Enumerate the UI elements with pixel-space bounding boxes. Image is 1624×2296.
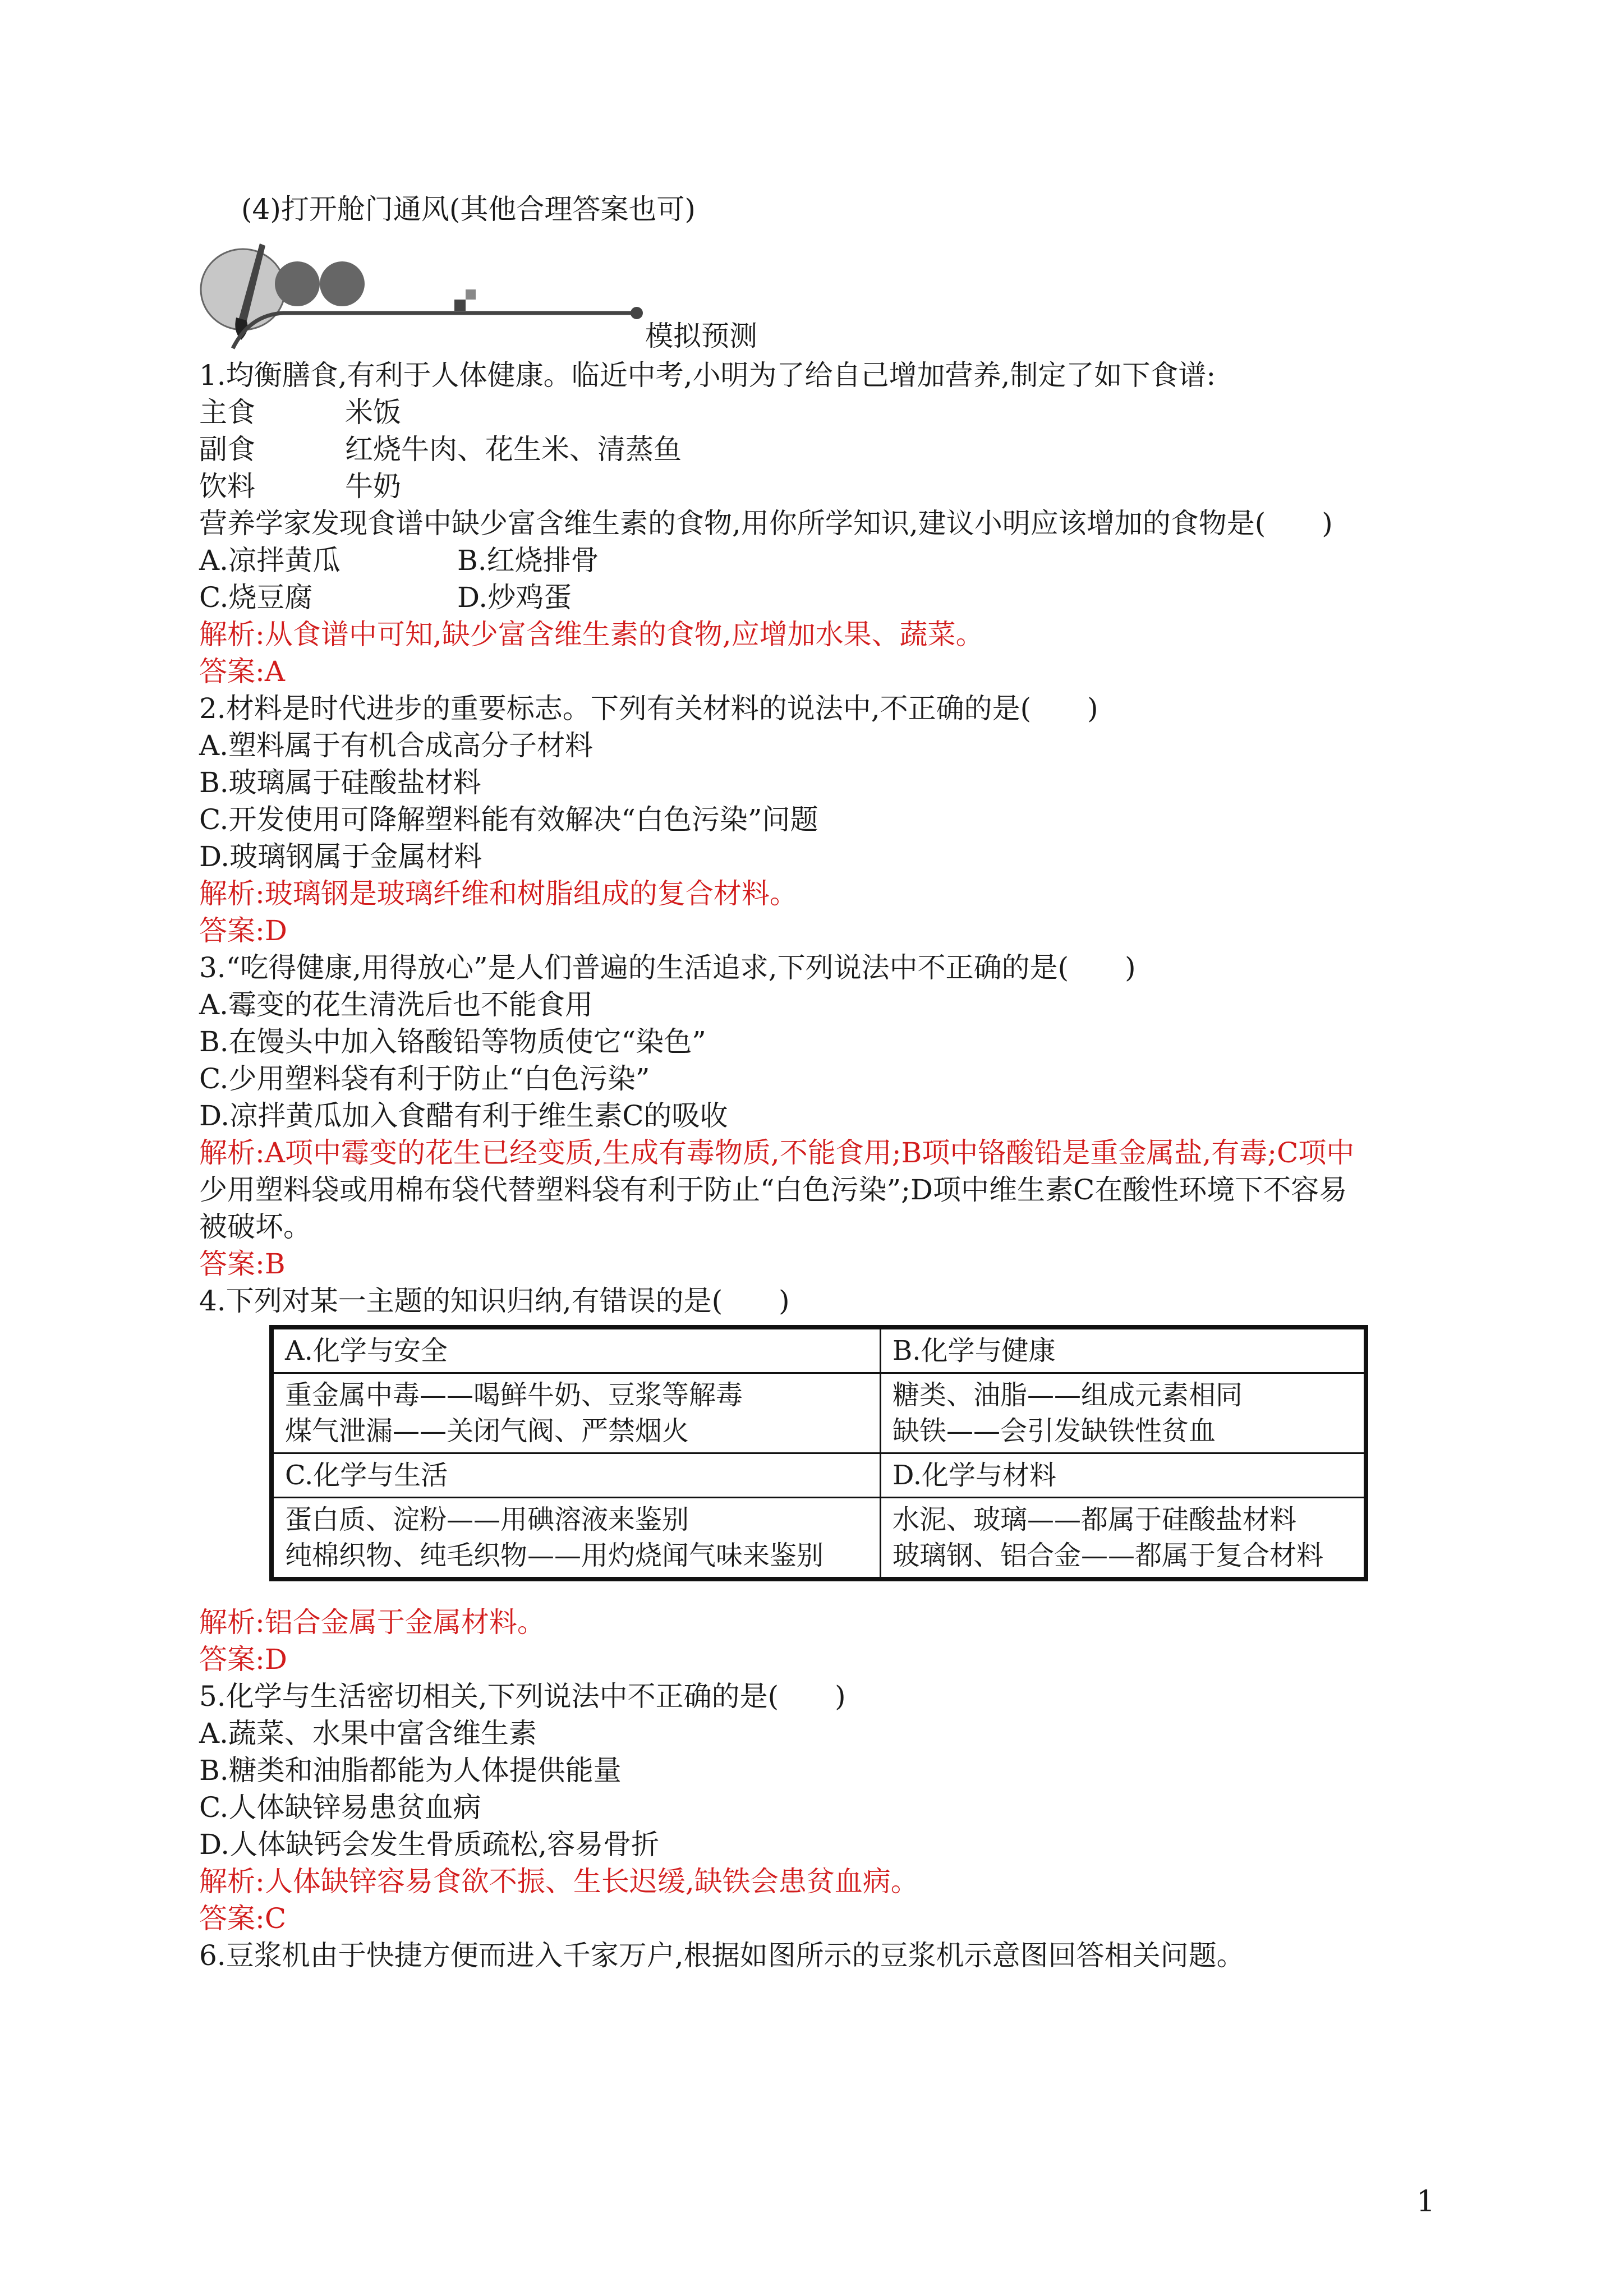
table-row [272,1453,1366,1498]
q5-analysis: 解析:人体缺锌容易食欲不振、生长迟缓,缺铁会患贫血病。 [199,1865,919,1898]
table-cell-b-head: B.化学与健康 [881,1327,1367,1373]
q2-option: B.玻璃属于硅酸盐材料 [199,766,481,799]
menu-row: 主食 米饭 [199,396,401,429]
q1-options-row: C.烧豆腐 D.炒鸡蛋 [199,581,572,614]
q1-stem: 1.均衡膳食,有利于人体健康。临近中考,小明为了给自己增加营养,制定了如下食谱: [199,359,1216,392]
q4-answer: 答案:D [199,1643,287,1676]
question-4 [199,1282,1433,1678]
q1-analysis: 解析:从食谱中可知,缺少富含维生素的食物,应增加水果、蔬菜。 [199,618,984,651]
table-row [272,1373,1366,1453]
q3-option: C.少用塑料袋有利于防止“白色污染” [199,1062,650,1095]
document-body [199,191,1433,1974]
q2-option: D.玻璃钢属于金属材料 [199,840,482,873]
table-cell-b-body: 糖类、油脂——组成元素相同 缺铁——会引发缺铁性贫血 [881,1373,1367,1453]
small-square-icon-2 [466,289,476,300]
table-cell-c-body: 蛋白质、淀粉——用碘溶液来鉴别 纯棉织物、纯毛织物——用灼烧闻气味来鉴别 [272,1498,881,1580]
table-cell-d-head: D.化学与材料 [881,1453,1367,1498]
small-square-icon [454,300,466,311]
q1-answer: 答案:A [199,655,285,688]
q3-stem: 3.“吃得健康,用得放心”是人们普遍的生活追求,下列说法中不正确的是( ) [199,951,1136,984]
q3-option: A.霉变的花生清洗后也不能食用 [199,988,594,1021]
question-3 [199,949,1433,1282]
table-cell-d-body: 水泥、玻璃——都属于硅酸盐材料 玻璃钢、铝合金——都属于复合材料 [881,1498,1367,1580]
q4-stem: 4.下列对某一主题的知识归纳,有错误的是( ) [199,1285,790,1317]
q3-option: D.凉拌黄瓜加入食醋有利于维生素C的吸收 [199,1099,728,1132]
menu-row: 副食 红烧牛肉、花生米、清蒸鱼 [199,433,682,466]
q3-analysis-line: 少用塑料袋或用棉布袋代替塑料袋有利于防止“白色污染”;D项中维生素C在酸性环境下不容易 [199,1174,1347,1206]
q2-answer: 答案:D [199,914,287,947]
table-cell-a-body: 重金属中毒——喝鲜牛奶、豆浆等解毒 煤气泄漏——关闭气阀、严禁烟火 [272,1373,881,1453]
divider-line [233,313,631,348]
q5-option: C.人体缺锌易患贫血病 [199,1791,481,1824]
intro-line: (4)打开舱门通风(其他合理答案也可) [241,193,696,226]
menu-row: 饮料 牛奶 [199,470,401,503]
q3-analysis-line: 解析:A项中霉变的花生已经变质,生成有毒物质,不能食用;B项中铬酸铅是重金属盐,有毒;C项中 [199,1137,1355,1169]
question-1 [199,357,1433,690]
q5-option: B.糖类和油脂都能为人体提供能量 [199,1754,622,1787]
q2-analysis: 解析:玻璃钢是玻璃纤维和树脂组成的复合材料。 [199,877,798,910]
q2-option: A.塑料属于有机合成高分子材料 [199,729,594,762]
q5-stem: 5.化学与生活密切相关,下列说法中不正确的是( ) [199,1680,846,1713]
table-row [272,1327,1366,1373]
table-cell-c-head: C.化学与生活 [272,1453,881,1498]
line-end-dot [631,307,643,319]
table-row [272,1498,1366,1580]
question-5 [199,1678,1433,1937]
knowledge-table [269,1325,1368,1581]
q3-answer: 答案:B [199,1248,286,1280]
section-title: 模拟预测 [645,320,757,352]
dot-icon-2 [320,261,365,306]
question-6 [199,1937,1433,1974]
section-banner [199,233,1433,357]
q5-option: A.蔬菜、水果中富含维生素 [199,1717,537,1750]
q3-option: B.在馒头中加入铬酸铅等物质使它“染色” [199,1025,706,1058]
q2-stem: 2.材料是时代进步的重要标志。下列有关材料的说法中,不正确的是( ) [199,692,1098,725]
q2-option: C.开发使用可降解塑料能有效解决“白色污染”问题 [199,803,818,836]
table-cell-a-head: A.化学与安全 [272,1327,881,1373]
q1-question: 营养学家发现食谱中缺少富含维生素的食物,用你所学知识,建议小明应该增加的食物是( ) [199,507,1333,540]
question-2 [199,690,1433,949]
q5-option: D.人体缺钙会发生骨质疏松,容易骨折 [199,1828,660,1861]
q5-answer: 答案:C [199,1902,287,1935]
q3-analysis-line: 被破坏。 [199,1211,311,1243]
q6-stem: 6.豆浆机由于快捷方便而进入千家万户,根据如图所示的豆浆机示意图回答相关问题。 [199,1939,1245,1972]
dot-icon-1 [275,261,320,306]
q4-analysis: 解析:铝合金属于金属材料。 [199,1606,545,1639]
page-number: 1 [1416,2185,1436,2219]
q1-options-row: A.凉拌黄瓜 B.红烧排骨 [199,544,599,577]
